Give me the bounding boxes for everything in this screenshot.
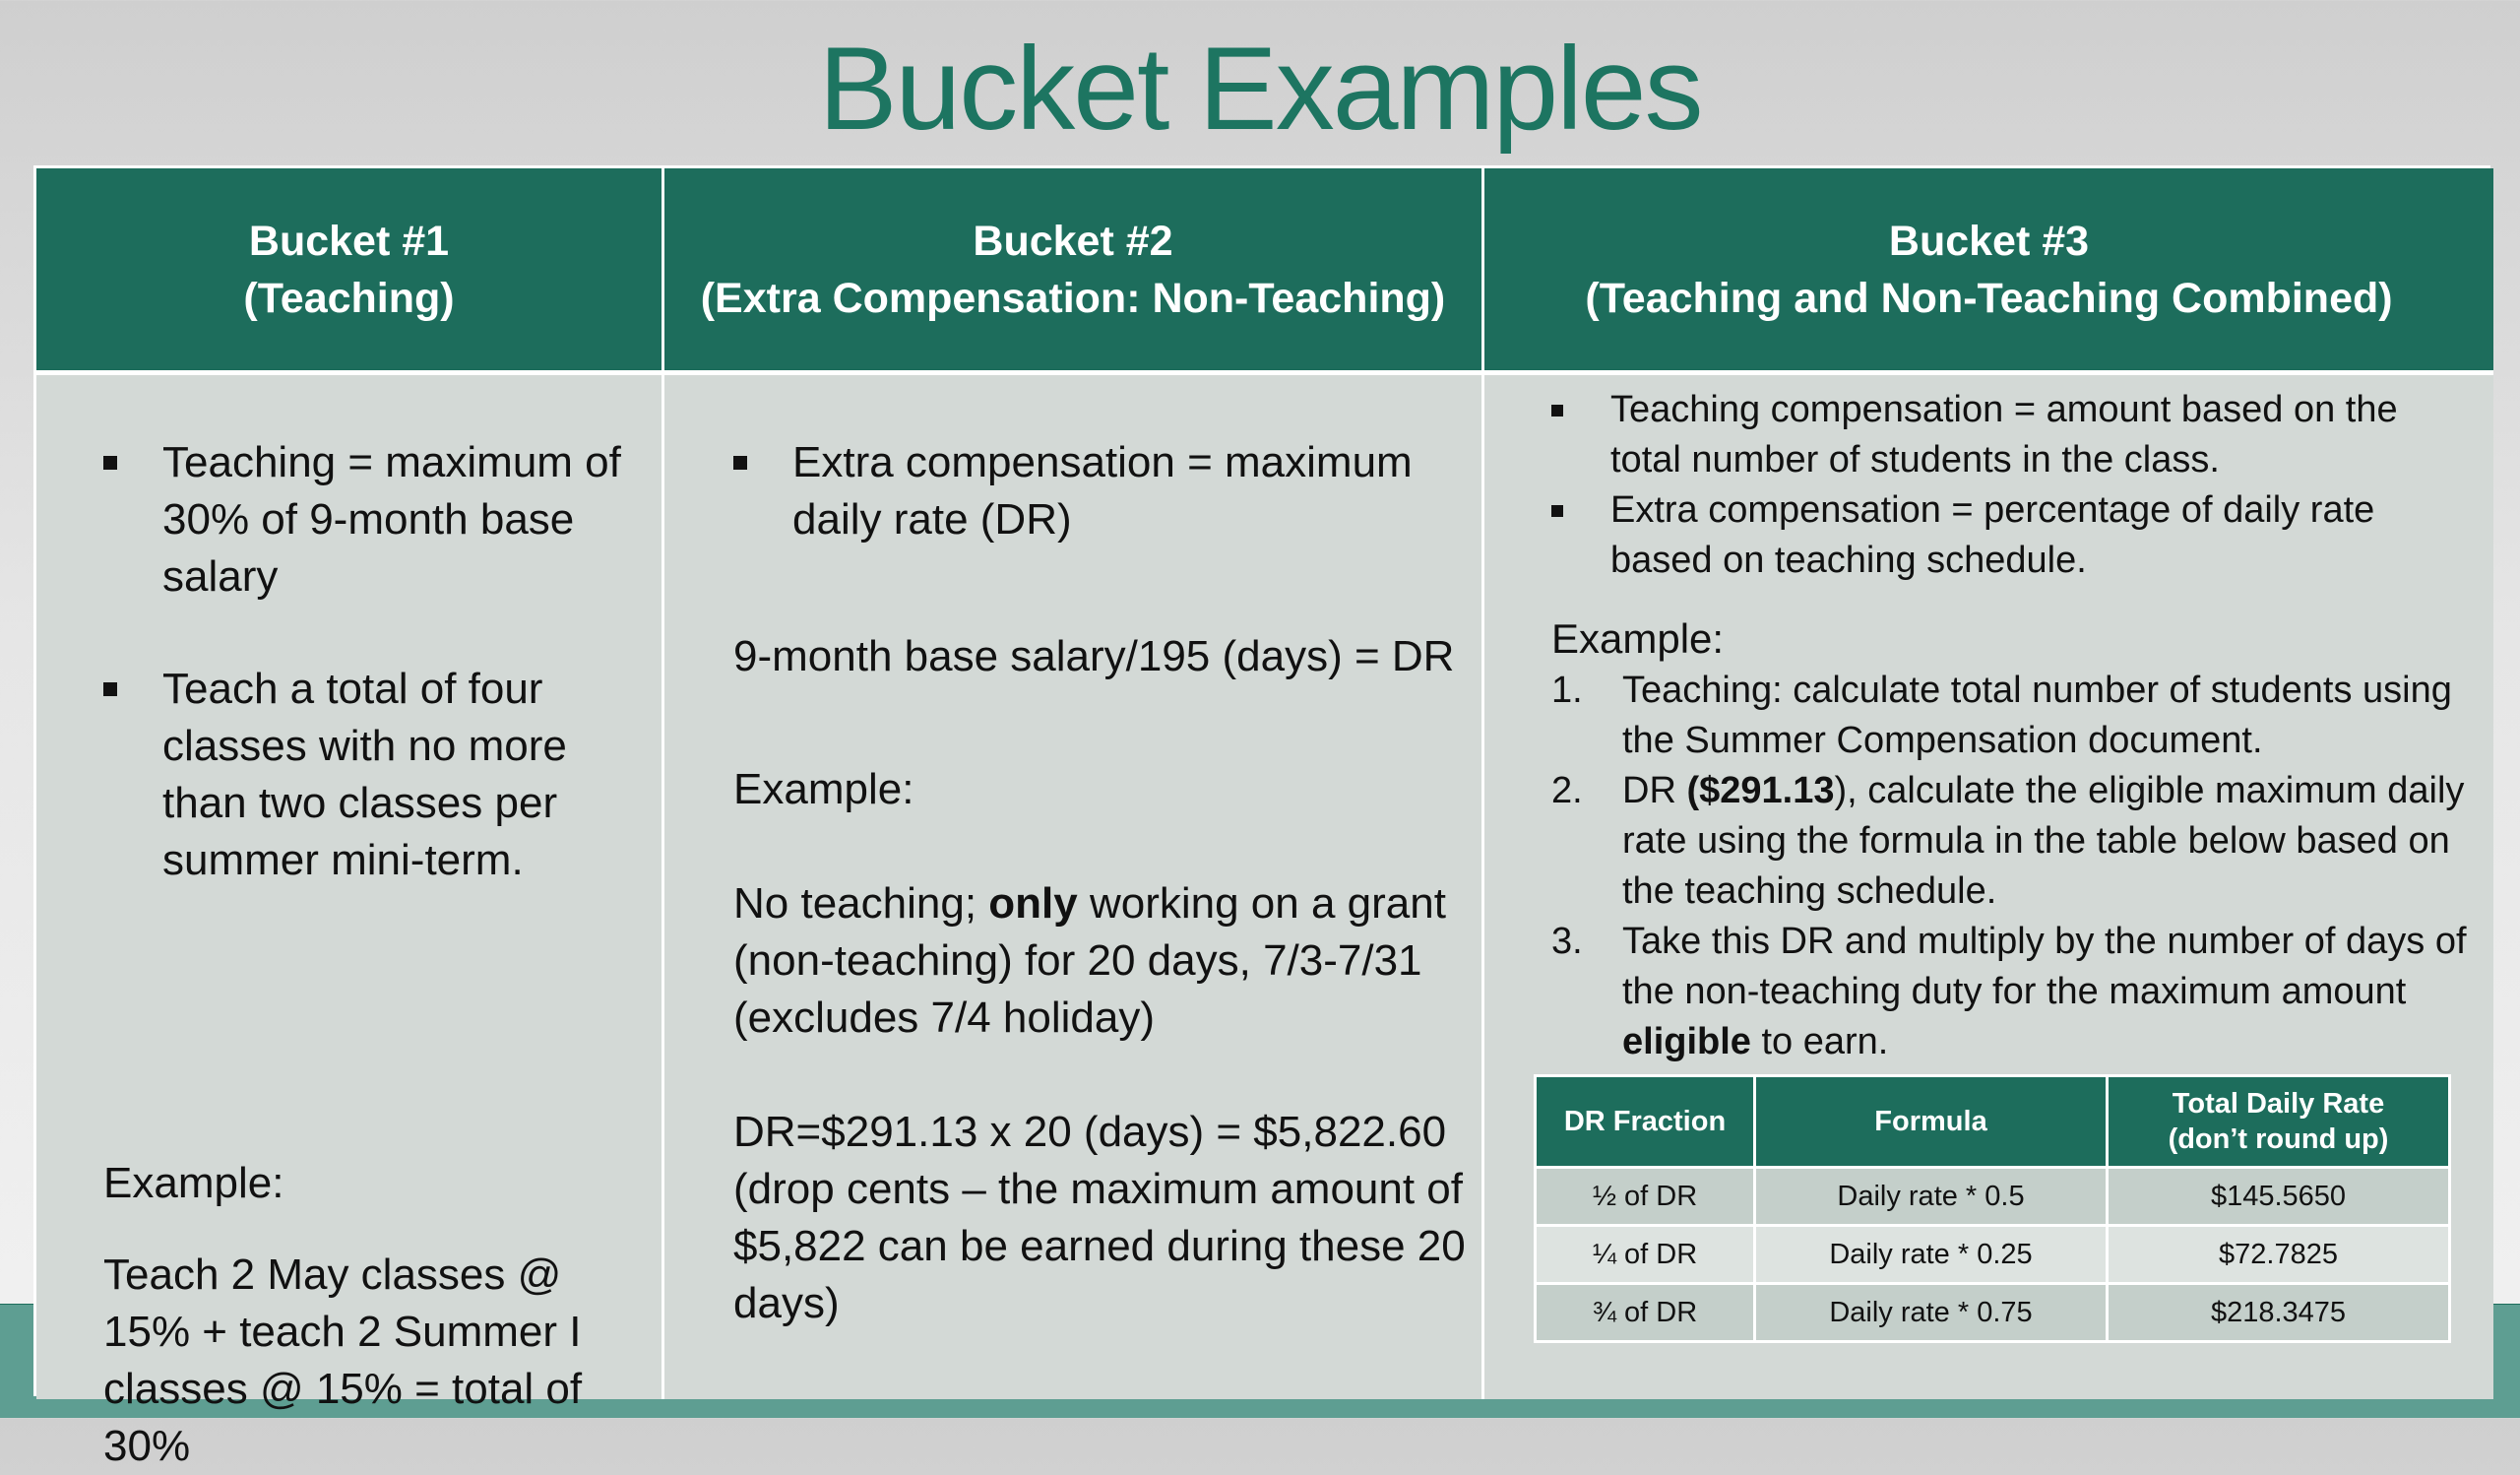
page-title: Bucket Examples [818, 23, 1702, 155]
bucket3-steps [1551, 666, 2467, 1067]
cell-formula: Daily rate * 0.25 [1755, 1226, 2108, 1284]
col-header-formula: Formula [1755, 1076, 2108, 1168]
step-text-start: DR [1622, 770, 1687, 811]
bucket1-name: Bucket #1 [248, 217, 450, 265]
bucket1-bullet-classes: Teach a total of four classes with no more than two classes per summer mini-term. [103, 661, 635, 889]
step-text-emphasis: ($291.13 [1686, 770, 1835, 811]
cell-fraction: ¼ of DR [1536, 1226, 1755, 1284]
bucket2-bullet-extra-comp: Extra compensation = maximum daily rate (DR) [733, 434, 1442, 548]
step-text-end: ), calculate the eligible maximum daily rate using the formula in the table below based on the teaching schedule. [1622, 770, 2465, 912]
bucket2-example-label: Example: [733, 765, 914, 813]
bucket3-bullet-list [1551, 385, 2437, 586]
bucket2-scenario-emphasis: only [988, 879, 1078, 928]
dr-fraction-table [1534, 1074, 2451, 1343]
cell-total: $72.7825 [2108, 1226, 2450, 1284]
bucket3-step-1 [1551, 666, 2467, 766]
bucket2-scenario-end: working on a grant (non-teaching) for 20 days, 7/3-7/31 (excludes 7/4 holiday) [733, 879, 1446, 1042]
bucket1-example-label: Example: [103, 1159, 284, 1207]
step-text-start: Take this DR and multiply by the number of days of the non-teaching duty for the maximum amount [1622, 921, 2467, 1012]
bucket1-bullet-teaching: Teaching = maximum of 30% of 9-month base salary [103, 434, 635, 606]
bucket3-name: Bucket #3 [1888, 217, 2090, 265]
cell-formula: Daily rate * 0.5 [1755, 1168, 2108, 1226]
bucket2-scenario [733, 875, 1481, 1047]
col-header-dr-fraction: DR Fraction [1536, 1076, 1755, 1168]
table-row [1536, 1168, 2450, 1226]
bucket2-dr-formula: 9-month base salary/195 (days) = DR [733, 632, 1455, 680]
col-header-total-daily-rate-line1: Total Daily Rate [2172, 1088, 2385, 1120]
step-number: 1. [1551, 670, 1583, 711]
bucket3-step-3 [1551, 917, 2467, 1067]
bucket2-name: Bucket #2 [973, 217, 1173, 265]
bucket3-example-label: Example: [1551, 615, 1725, 662]
bucket1-content [36, 375, 664, 1470]
bucket1-example-text: Teach 2 May classes @ 15% + teach 2 Summer I classes @ 15% = total of 30% [103, 1251, 583, 1470]
table-row [1536, 1284, 2450, 1342]
cell-fraction: ½ of DR [1536, 1168, 1755, 1226]
bucket2-subtitle: (Extra Compensation: Non-Teaching) [700, 274, 1446, 322]
bucket3-content [1484, 375, 2493, 1399]
step-text-emphasis: eligible [1622, 1021, 1751, 1062]
step-number: 2. [1551, 770, 1583, 811]
bucket3-subtitle: (Teaching and Non-Teaching Combined) [1585, 274, 2393, 322]
bucket2-content [664, 375, 1484, 1399]
bucket1-bullet-list [103, 434, 635, 889]
cell-formula: Daily rate * 0.75 [1755, 1284, 2108, 1342]
cell-total: $145.5650 [2108, 1168, 2450, 1226]
step-text-end: to earn. [1750, 1021, 1889, 1062]
bucket1-header [36, 168, 664, 375]
bucket-table [33, 165, 2490, 1470]
bucket3-header [1484, 168, 2493, 375]
step-number: 3. [1551, 921, 1583, 962]
bucket3-bullet-extra: Extra compensation = percentage of daily rate based on teaching schedule. [1551, 485, 2437, 586]
bucket2-calculation: DR=$291.13 x 20 (days) = $5,822.60 (drop cents – the maximum amount of $5,822 can be earned during these 20 days) [733, 1108, 1466, 1327]
bucket2-header [664, 168, 1484, 375]
cell-fraction: ¾ of DR [1536, 1284, 1755, 1342]
bucket2-scenario-start: No teaching; [733, 879, 989, 928]
col-header-total-daily-rate [2108, 1076, 2450, 1168]
bucket3-step-2 [1551, 766, 2467, 917]
step-text: Teaching: calculate total number of students using the Summer Compensation document. [1622, 670, 2452, 761]
cell-total: $218.3475 [2108, 1284, 2450, 1342]
table-row [1536, 1226, 2450, 1284]
bucket1-subtitle: (Teaching) [243, 274, 455, 322]
bucket3-bullet-teaching: Teaching compensation = amount based on the total number of students in the class. [1551, 385, 2437, 485]
bucket2-bullet-list [733, 434, 1442, 548]
col-header-total-daily-rate-line2: (don’t round up) [2168, 1123, 2389, 1155]
